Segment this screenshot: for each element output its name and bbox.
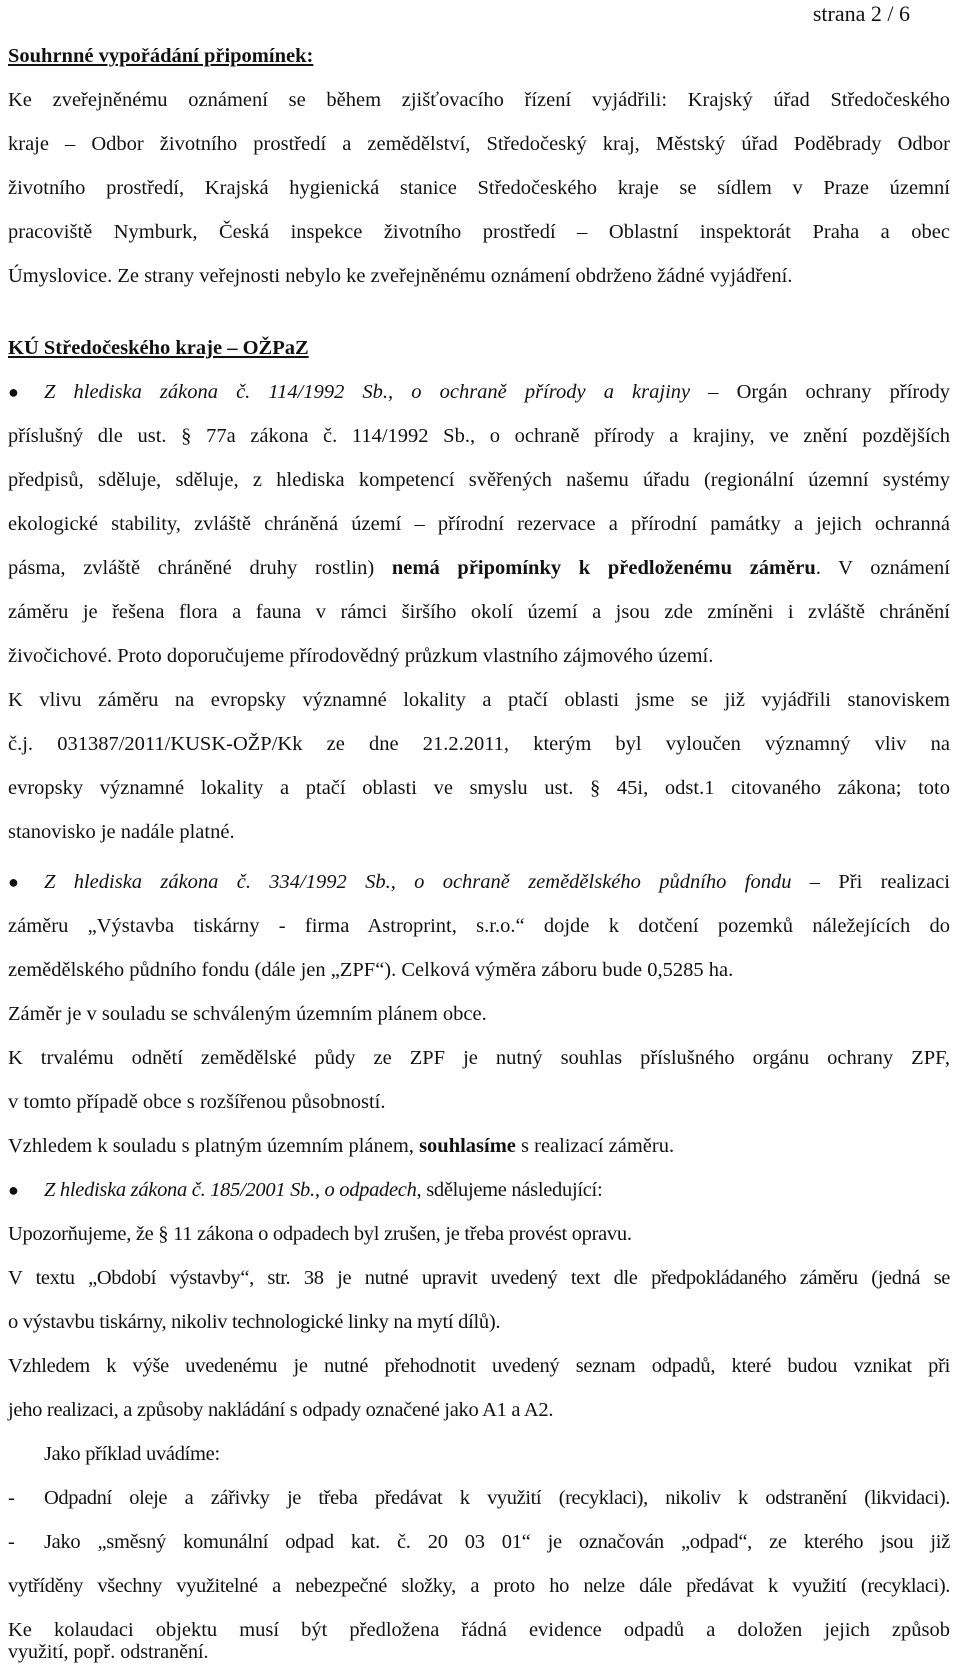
bullet-icon: ● xyxy=(8,1180,19,1200)
paragraph-line: Záměr je v souladu se schváleným územním plánem obce. xyxy=(8,1003,487,1025)
bullet-icon: ● xyxy=(8,872,19,892)
paragraph-line: Jako příklad uvádíme: xyxy=(44,1443,220,1465)
paragraph-line: kraje – Odbor životního prostředí a zemědělství, Středočeský kraj, Městský úřad Poděbrady Odbor xyxy=(8,133,950,155)
paragraph-line: V textu „Období výstavby“, str. 38 je nutné upravit uvedený text dle předpokládaného záměru (jedná se xyxy=(8,1267,950,1289)
paragraph-line: zemědělského půdního fondu (dále jen „ZPF“). Celková výměra záboru bude 0,5285 ha. xyxy=(8,959,734,981)
paragraph-line: o výstavbu tiskárny, nikoliv technologické linky na mytí dílů). xyxy=(8,1311,501,1333)
paragraph-line: v tomto případě obce s rozšířenou působností. xyxy=(8,1091,386,1113)
bullet-icon: ● xyxy=(8,382,19,402)
paragraph-line: ekologické stability, zvláště chráněná území – přírodní rezervace a přírodní památky a jejich ochranná xyxy=(8,513,950,535)
dash-marker: - xyxy=(8,1531,15,1553)
paragraph-line: záměru „Výstavba tiskárny - firma Astroprint, s.r.o.“ dojde k dotčení pozemků náležejících do xyxy=(8,915,950,937)
paragraph-line: Ke kolaudaci objektu musí být předložena řádná evidence odpadů a doložen jejich způsob xyxy=(8,1619,950,1641)
paragraph-line: Ke zveřejněnému oznámení se během zjišťovacího řízení vyjádřili: Krajský úřad Středočeského xyxy=(8,89,950,111)
bullet-item-agricultural-land: ● Z hlediska zákona č. 334/1992 Sb., o ochraně zemědělského půdního fondu – Při realizaci xyxy=(8,860,950,904)
bullet-item-nature-protection: ● Z hlediska zákona č. 114/1992 Sb., o ochraně přírody a krajiny – Orgán ochrany přírody xyxy=(8,370,950,414)
bullet-item-waste: ● Z hlediska zákona č. 185/2001 Sb., o odpadech, sdělujeme následující: xyxy=(8,1168,950,1212)
paragraph-line: Vzhledem k souladu s platným územním plánem, souhlasíme s realizací záměru. xyxy=(8,1135,675,1157)
paragraph-line: živočichové. Proto doporučujeme přírodovědný průzkum vlastního zájmového území. xyxy=(8,645,714,667)
paragraph-line: pásma, zvláště chráněné druhy rostlin) nemá připomínky k předloženému záměru. V oznámení xyxy=(8,557,950,579)
dash-list-item: - Odpadní oleje a zářivky je třeba předávat k využití (recyklaci), nikoliv k odstranění (likvidaci). xyxy=(8,1476,950,1520)
paragraph-line: Úmyslovice. Ze strany veřejnosti nebylo ke zveřejněnému oznámení obdrženo žádné vyjádření. xyxy=(8,265,793,287)
paragraph-line: evropsky významné lokality a ptačí oblasti ve smyslu ust. § 45i, odst.1 citovaného zákona; toto xyxy=(8,777,950,799)
section-heading-summary: Souhrnné vypořádání připomínek: xyxy=(8,45,314,67)
dash-list-item: - Jako „směsný komunální odpad kat. č. 20 03 01“ je označován „odpad“, ze kterého jsou již xyxy=(8,1520,950,1564)
paragraph-line: vytříděny všechny využitelné a nebezpečné složky, a proto ho nelze dále předávat k využití (recyklaci). xyxy=(8,1575,950,1597)
paragraph-line: č.j. 031387/2011/KUSK-OŽP/Kk ze dne 21.2.2011, kterým byl vyloučen významný vliv na xyxy=(8,733,950,755)
paragraph-line: pracoviště Nymburk, Česká inspekce životního prostředí – Oblastní inspektorát Praha a obec xyxy=(8,221,950,243)
paragraph-line: životního prostředí, Krajská hygienická stanice Středočeského kraje se sídlem v Praze územní xyxy=(8,177,950,199)
section-heading-kraj: KÚ Středočeského kraje – OŽPaZ xyxy=(8,337,309,359)
dash-marker: - xyxy=(8,1487,15,1509)
paragraph-line: K vlivu záměru na evropsky významné lokality a ptačí oblasti jsme se již vyjádřili stanoviskem xyxy=(8,689,950,711)
paragraph-line: využití, popř. odstranění. xyxy=(8,1641,209,1663)
paragraph-line: K trvalému odnětí zemědělské půdy ze ZPF je nutný souhlas příslušného orgánu ochrany ZPF, xyxy=(8,1047,950,1069)
paragraph-line: jeho realizaci, a způsoby nakládání s odpady označené jako A1 a A2. xyxy=(8,1399,554,1421)
paragraph-line: Vzhledem k výše uvedenému je nutné přehodnotit uvedený seznam odpadů, které budou vznikat při xyxy=(8,1355,950,1377)
paragraph-line: záměru je řešena flora a fauna v rámci širšího okolí území a jsou zde zmíněni i zvláště chránění xyxy=(8,601,950,623)
paragraph-line: předpisů, sděluje, sděluje, z hlediska kompetencí svěřených našemu úřadu (regionální územní systémy xyxy=(8,469,950,491)
paragraph-line: stanovisko je nadále platné. xyxy=(8,821,235,843)
paragraph-line: příslušný dle ust. § 77a zákona č. 114/1992 Sb., o ochraně přírody a krajiny, ve znění pozdějších xyxy=(8,425,950,447)
paragraph-line: Upozorňujeme, že § 11 zákona o odpadech byl zrušen, je třeba provést opravu. xyxy=(8,1223,632,1245)
page-number: strana 2 / 6 xyxy=(812,1,910,26)
